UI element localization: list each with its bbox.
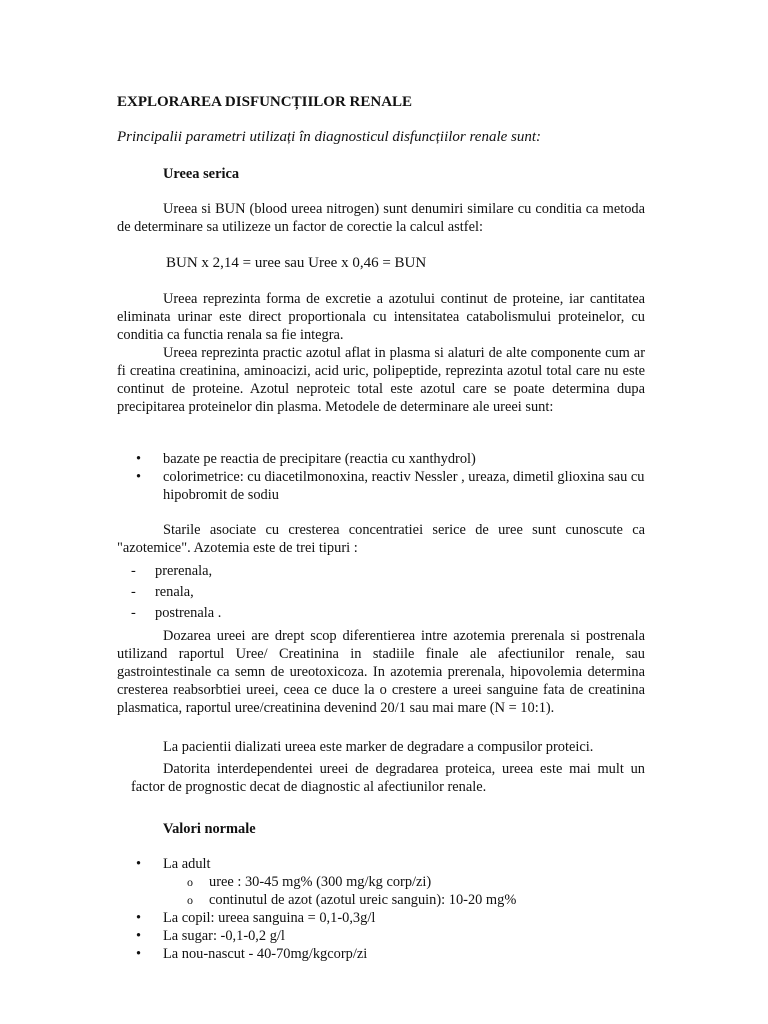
list-item: o uree : 30-45 mg% (300 mg/kg corp/zi)	[163, 873, 645, 891]
paragraph-azot: Ureea reprezinta practic azotul aflat in plasma si alaturi de alte componente cum ar fi creatina creatinina, aminoacizi, acid uric, polipeptide, reprezinta azotul total care nu este continut de proteine. Azotul neproteic total este azotul care se poate determina dupa precipitarea proteinelor din plasma. Metodele de determinare ale ureei sunt:	[117, 345, 645, 415]
list-item: - renala,	[131, 583, 221, 604]
adult-values-sublist	[163, 873, 645, 909]
paragraph-dozarea: Dozarea ureei are drept scop diferentierea intre azotemia prerenala si postrenala utilizand raportul Uree/ Creatinina in stadiile finale ale afectiunilor renale, sau gastrointestinale ca semn de ureotoxicoza. In azotemia prerenala, hipovolemia determina cresterea reabsorbtiei ureei, ceea ce duce la o crestere a ureei sanguine fata de creatinina plasmatica, raportul uree/creatinina devenind 20/1 sau mai mare (N = 10:1).	[117, 628, 645, 716]
list-item: • La copil: ureea sanguina = 0,1-0,3g/l	[136, 909, 645, 927]
normal-values-list	[136, 855, 645, 963]
paragraph-bun: Ureea si BUN (blood ureea nitrogen) sunt denumiri similare cu conditia ca metoda de determinare sa utilizeze un factor de corectie la calcul astfel:	[117, 201, 645, 235]
adult-label: La adult	[163, 856, 211, 872]
azotemia-types-list	[131, 562, 221, 625]
list-item: • La sugar: -0,1-0,2 g/l	[136, 927, 645, 945]
page-title: EXPLORAREA DISFUNCȚIILOR RENALE	[117, 94, 413, 110]
methods-list	[136, 450, 645, 504]
list-item: o continutul de azot (azotul ureic sanguin): 10-20 mg%	[163, 891, 645, 909]
list-item-adult	[136, 855, 645, 909]
list-item: • colorimetrice: cu diacetilmonoxina, reactiv Nessler , ureaza, dimetil glioxina sau cu hipobromit de sodiu	[136, 468, 645, 504]
paragraph-dializati: La pacientii dializati ureea este marker de degradare a compusilor proteici.	[163, 739, 594, 755]
paragraph-azotemice: Starile asociate cu cresterea concentratiei serice de uree sunt cunoscute ca "azotemice". Azotemia este de trei tipuri :	[117, 522, 645, 556]
page-subtitle: Principalii parametri utilizați în diagnosticul disfuncțiilor renale sunt:	[117, 129, 542, 145]
list-item: - prerenala,	[131, 562, 221, 583]
section-heading-valori: Valori normale	[163, 821, 256, 837]
list-item: - postrenala .	[131, 604, 221, 625]
list-item: • La nou-nascut - 40-70mg/kgcorp/zi	[136, 945, 645, 963]
paragraph-excretie: Ureea reprezinta forma de excretie a azotului continut de proteine, iar cantitatea eliminata urinar este direct proportionala cu intensitatea catabolismului proteinelor, cu conditia ca functia renala sa fie integra.	[117, 291, 645, 343]
formula-line: BUN x 2,14 = uree sau Uree x 0,46 = BUN	[166, 255, 427, 271]
paragraph-prognostic: Datorita interdependentei ureei de degradarea proteica, ureea este mai mult un factor de prognostic decat de diagnostic al afectiunilor renale.	[131, 761, 645, 795]
section-heading-ureea: Ureea serica	[163, 166, 240, 182]
list-item: • bazate pe reactia de precipitare (reactia cu xanthydrol)	[136, 450, 645, 468]
